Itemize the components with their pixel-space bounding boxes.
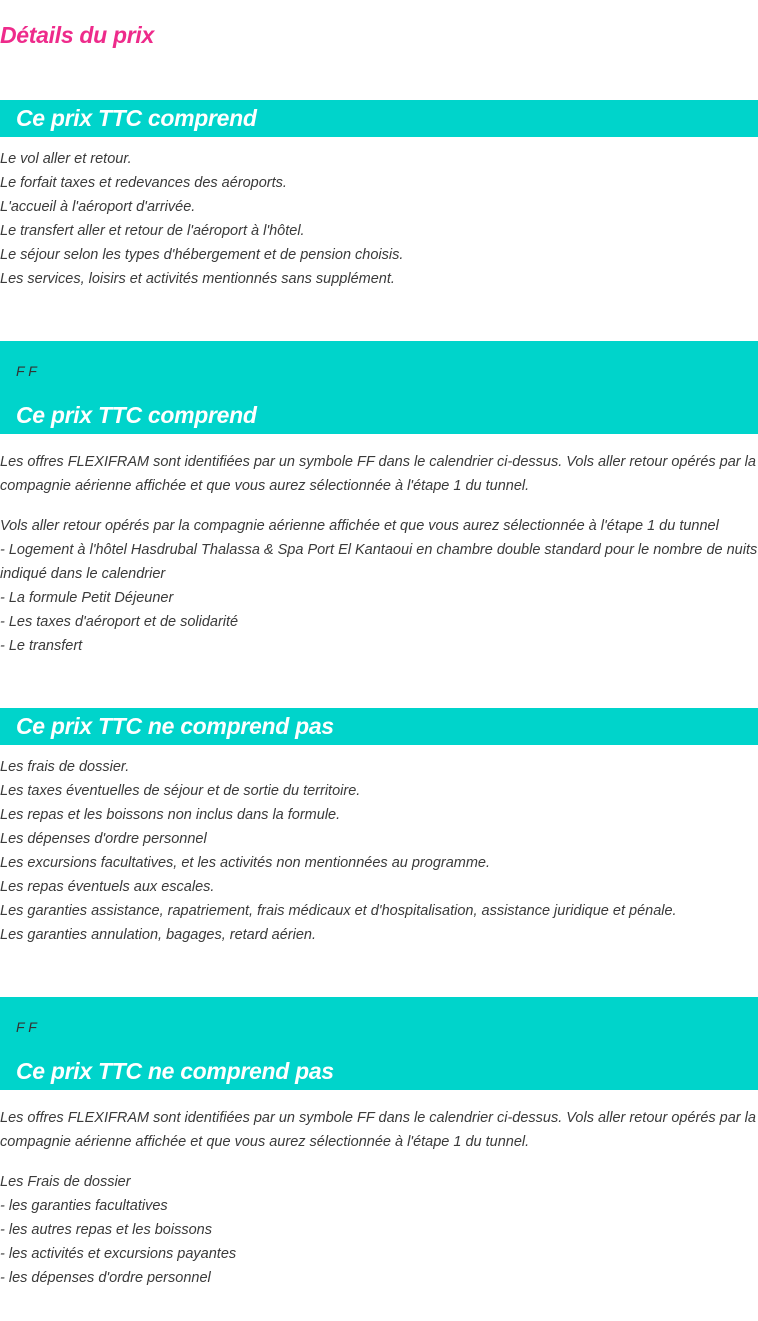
list-item: - Les taxes d'aéroport et de solidarité [0, 614, 239, 630]
list-item: Les garanties assistance, rapatriement, frais médicaux et d'hospitalisation, assistance juridique et pénale. [0, 903, 677, 919]
flexifram-intro: Les offres FLEXIFRAM sont identifiées par un symbole FF dans le calendrier ci-dessus. Vols aller retour opérés par la compagnie aérienne affichée et que vous aurez sélectionnée à l'étape 1 du tunnel. [0, 454, 756, 494]
section-title: Ce prix TTC comprend [16, 402, 257, 428]
list-item: Le transfert aller et retour de l'aéroport à l'hôtel. [0, 223, 305, 239]
list-item: Les Frais de dossier [0, 1174, 131, 1190]
list-item: L'accueil à l'aéroport d'arrivée. [0, 199, 196, 215]
list-item: Les garanties annulation, bagages, retard aérien. [0, 927, 316, 943]
list-item: Le séjour selon les types d'hébergement et de pension choisis. [0, 247, 404, 263]
list-item: Les excursions facultatives, et les activités non mentionnées au programme. [0, 855, 491, 871]
list-item: Les repas et les boissons non inclus dans la formule. [0, 807, 341, 823]
list-item: Les dépenses d'ordre personnel [0, 831, 207, 847]
list-item: Le forfait taxes et redevances des aéroports. [0, 175, 287, 191]
list-item: - les activités et excursions payantes [0, 1246, 237, 1262]
list-item: Les services, loisirs et activités mentionnés sans supplément. [0, 271, 395, 287]
flexifram-badge: F F [16, 363, 37, 379]
list-item: - La formule Petit Déjeuner [0, 590, 174, 606]
list-item: - les garanties facultatives [0, 1198, 168, 1214]
list-item: Les frais de dossier. [0, 759, 130, 775]
excludes-list [0, 755, 758, 947]
section-header [0, 997, 758, 1090]
list-item: - Le transfert [0, 638, 83, 654]
list-item: - les autres repas et les boissons [0, 1222, 212, 1238]
section-includes [0, 100, 758, 291]
section-header [0, 341, 758, 434]
list-item: Vols aller retour opérés par la compagnie aérienne affichée et que vous aurez sélectionnée à l'étape 1 du tunnel [0, 518, 719, 534]
list-item: Le vol aller et retour. [0, 151, 132, 167]
section-flexifram-includes [0, 341, 758, 658]
section-flexifram-excludes [0, 997, 758, 1290]
list-item: - les dépenses d'ordre personnel [0, 1270, 211, 1286]
flexifram-includes-list [0, 514, 758, 658]
section-excludes [0, 708, 758, 947]
section-header [0, 708, 758, 745]
section-title: Ce prix TTC ne comprend pas [16, 713, 334, 739]
includes-list [0, 147, 758, 291]
flexifram-excludes-list [0, 1170, 758, 1290]
list-item: Les taxes éventuelles de séjour et de sortie du territoire. [0, 783, 361, 799]
list-item: Les repas éventuels aux escales. [0, 879, 215, 895]
section-title: Ce prix TTC comprend [16, 105, 257, 131]
flexifram-badge: F F [16, 1019, 37, 1035]
list-item: - Logement à l'hôtel Hasdrubal Thalassa & Spa Port El Kantaoui en chambre double standard pour le nombre de nuits indiqué dans le calendrier [0, 542, 758, 582]
flexifram-intro: Les offres FLEXIFRAM sont identifiées par un symbole FF dans le calendrier ci-dessus. Vols aller retour opérés par la compagnie aérienne affichée et que vous aurez sélectionnée à l'étape 1 du tunnel. [0, 1110, 756, 1150]
section-header [0, 100, 758, 137]
section-title: Ce prix TTC ne comprend pas [16, 1058, 334, 1084]
page-title: Détails du prix [0, 22, 154, 48]
